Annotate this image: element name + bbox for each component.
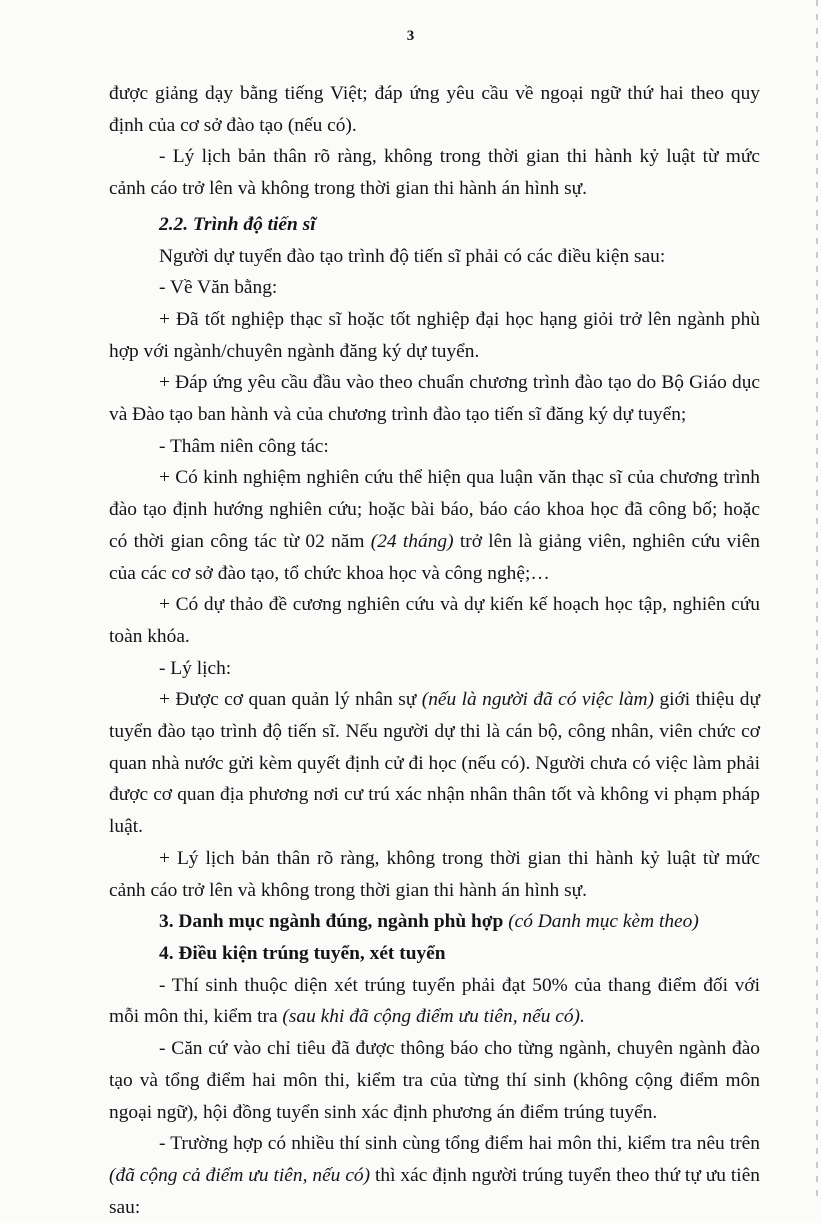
text-run: Người dự tuyển đào tạo trình độ tiến sĩ phải có các điều kiện sau: [159,245,666,267]
text-run: - Trường hợp có nhiều thí sinh cùng tổng điểm hai môn thi, kiểm tra nêu trên [159,1133,760,1155]
document-body [109,78,760,1223]
text-run: - Lý lịch bản thân rõ ràng, không trong thời gian thi hành kỷ luật từ mức cảnh cáo trở lên và không trong thời gian thi hành án hình sự. [109,146,760,200]
paragraph [109,653,760,685]
scan-edge-line [816,0,818,1200]
text-run: - Thâm niên công tác: [159,435,329,457]
paragraph [109,367,760,430]
section-heading [109,938,760,970]
italic-text: (có Danh mục kèm theo) [508,911,699,933]
paragraph [109,1033,760,1128]
text-run: + Lý lịch bản thân rõ ràng, không trong thời gian thi hành kỷ luật từ mức cảnh cáo trở lên và không trong thời gian thi hành án hình sự. [109,847,760,901]
text-run: thì xác định người trúng tuyển theo thứ tự ưu tiên sau: [109,1164,760,1218]
paragraph [109,141,760,204]
text-run: trở lên là giảng viên, nghiên cứu viên của các cơ sở đào tạo, tổ chức khoa học và công nghệ;… [109,530,760,584]
text-run: + Có dự thảo đề cương nghiên cứu và dự kiến kế hoạch học tập, nghiên cứu toàn khóa. [109,594,760,647]
italic-text: (24 tháng) [370,530,454,552]
text-run: + Được cơ quan quản lý nhân sự [159,689,422,711]
text-run: được giảng dạy bằng tiếng Việt; đáp ứng yêu cầu về ngoại ngữ thứ hai theo quy định của cơ sở đào tạo (nếu có). [109,83,760,136]
paragraph [109,304,760,367]
italic-text: (đã cộng cả điểm ưu tiên, nếu có) [109,1164,371,1186]
paragraph [109,843,760,906]
text-run: - Về Văn bằng: [159,277,278,299]
italic-text: (sau khi đã cộng điểm ưu tiên, nếu có). [282,1006,585,1028]
page-number: 3 [406,28,415,44]
text-run: giới thiệu dự tuyển đào tạo trình độ tiến sĩ. Nếu người dự thi là cán bộ, công nhân, viên chức cơ quan nhà nước gửi kèm quyết định cử đi học (nếu có). Người chưa có việc làm phải được cơ quan địa phương nơi cư trú xác nhận nhân thân tốt và không vi phạm pháp luật. [109,689,760,838]
paragraph [109,272,760,304]
paragraph [109,970,760,1033]
paragraph [109,78,760,141]
paragraph [109,462,760,589]
text-run: 3. Danh mục ngành đúng, ngành phù hợp [159,911,509,933]
text-run: - Thí sinh thuộc diện xét trúng tuyển phải đạt 50% của thang điểm đối với mỗi môn thi, kiểm tra [109,974,760,1028]
text-run: + Đáp ứng yêu cầu đầu vào theo chuẩn chương trình đào tạo do Bộ Giáo dục và Đào tạo ban hành và của chương trình đào tạo tiến sĩ đăng ký dự tuyển; [109,372,760,426]
paragraph [109,589,760,652]
italic-text: (nếu là người đã có việc làm) [421,689,655,711]
text-run: + Đã tốt nghiệp thạc sĩ hoặc tốt nghiệp đại học hạng giỏi trở lên ngành phù hợp với ngành/chuyên ngành đăng ký dự tuyển. [109,308,760,362]
text-run: + Có kinh nghiệm nghiên cứu thể hiện qua luận văn thạc sĩ của chương trình đào tạo định hướng nghiên cứu; hoặc bài báo, báo cáo khoa học đã công bố; hoặc có thời gian công tác từ 02 năm [109,467,760,552]
text-run: - Căn cứ vào chỉ tiêu đã được thông báo cho từng ngành, chuyên ngành đào tạo và tổng điểm hai môn thi, kiểm tra của từng thí sinh (không cộng điểm môn ngoại ngữ), hội đồng tuyển sinh xác định phương án điểm trúng tuyển. [109,1038,760,1123]
paragraph [109,684,760,843]
paragraph [109,431,760,463]
paragraph [109,241,760,273]
text-run: 2.2. Trình độ tiến sĩ [159,213,316,235]
paragraph [109,1128,760,1223]
text-run: - Lý lịch: [159,657,232,679]
section-heading [109,209,760,241]
section-heading [109,906,760,938]
text-run: 4. Điều kiện trúng tuyển, xét tuyển [159,942,446,964]
